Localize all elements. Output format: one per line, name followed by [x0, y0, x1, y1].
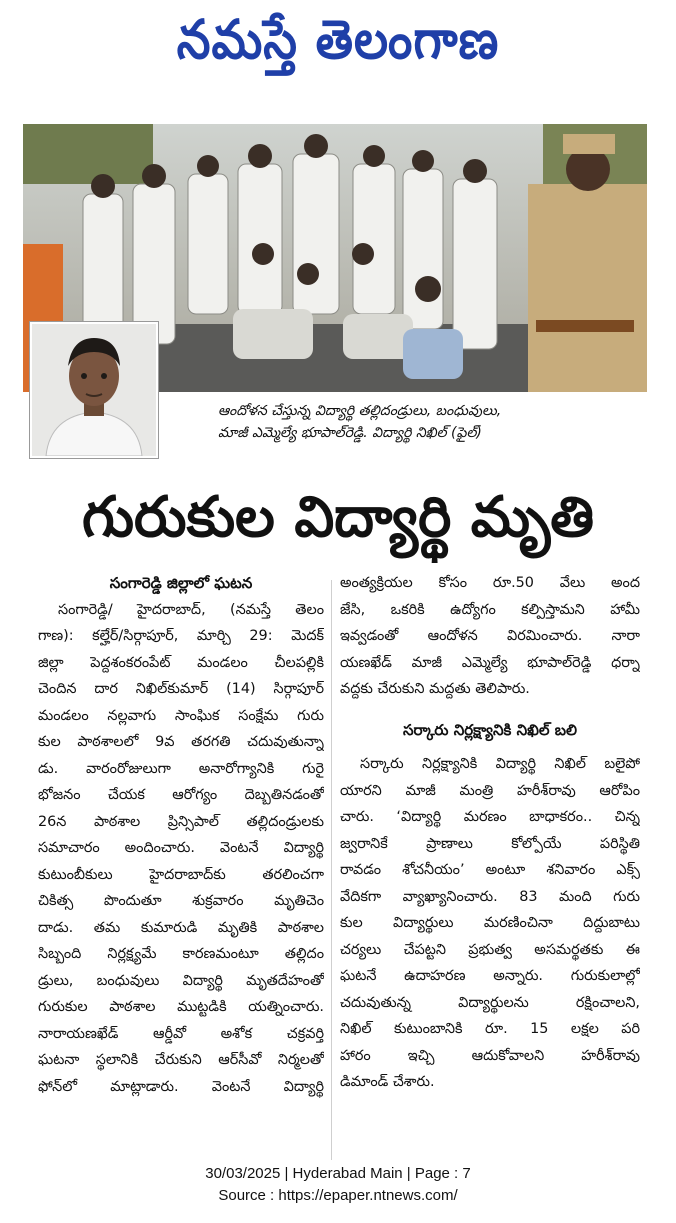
text-line: 26న పాఠశాల ప్రిన్సిపాల్ తల్లిదండ్రులకు	[38, 813, 324, 830]
caption-line: మాజీ ఎమ్మెల్యే భూపాల్‌రెడ్డి. విద్యార్థి నిఖిల్ (ఫైల్)	[218, 425, 482, 441]
caption-line: ఆందోళన చేస్తున్న విద్యార్థి తల్లిదండ్రులు, బంధువులు,	[218, 403, 502, 419]
text-line: చదువుతున్న విద్యార్థులను రక్షించాలని,	[340, 994, 640, 1011]
text-line: సిబ్బంది నిర్లక్ష్యమే కారణమంటూ తల్లిదం	[38, 946, 324, 962]
text-line: దాడు. తమ కుమారుడి మృతికి పాఠశాల	[38, 919, 324, 936]
text-line: ఇవ్వడంతో ఆందోళన విరమించారు. నారా	[340, 628, 640, 644]
text-line: జేసి, ఒకరికి ఉద్యోగం కల్పిస్తామని హామీ	[340, 601, 640, 618]
photo-caption	[218, 400, 648, 444]
text-line: భోజనం చేయక ఆరోగ్యం దెబ్బతినడంతో	[38, 787, 324, 803]
text-line: గురుకుల పాఠశాల ముట్టడికి యత్నించారు.	[38, 999, 324, 1015]
text-line: చర్యలు చేపట్టని ప్రభుత్వ అసమర్థతకు ఈ	[340, 941, 640, 958]
text-line: డిమాండ్ చేశారు.	[340, 1074, 435, 1090]
text-line: అంత్యక్రియల కోసం రూ.50 వేలు అంద	[340, 575, 640, 591]
text-line: వేదికగా వ్యాఖ్యానించారు. 83 మంది గురు	[340, 888, 640, 905]
headline: గురుకుల విద్యార్థి మృతి	[81, 485, 595, 550]
text-line: వద్దకు చేరుకుని మద్దతు తెలిపారు.	[340, 681, 530, 697]
text-line: సంగారెడ్డి/ హైదరాబాద్, (నమస్తే తెలం	[58, 601, 324, 618]
text-line: జ్వరానికే ప్రాణాలు కోల్పోయే పరిస్థితి	[340, 835, 640, 852]
section-subhead: సంగారెడ్డి జిల్లాలో ఘటన	[109, 574, 253, 592]
text-line: ఫోన్‌లో మాట్లాడారు. వెంటనే విద్యార్థి	[38, 1078, 324, 1095]
edition-info: 30/03/2025 | Hyderabad Main | Page : 7	[205, 1165, 471, 1182]
text-line: ఘటనే ఉదాహరణ అన్నారు. గురుకులాల్లో	[340, 968, 640, 984]
text-line: మండలం నల్లవాగు సాంఘిక సంక్షేమ గురు	[38, 707, 324, 724]
text-line: యణఖేడ్ మాజీ ఎమ్మెల్యే భూపాల్‌రెడ్డి ధర్నా	[340, 654, 640, 671]
text-line: యారని మాజీ మంత్రి హరీశ్‌రావు ఆరోపిం	[340, 782, 640, 799]
text-line: డు. వారంరోజులుగా అనారోగ్యానికి గురై	[38, 760, 324, 777]
student-portrait	[30, 322, 158, 458]
text-line: సమాచారం అందించారు. వెంటనే విద్యార్థి	[38, 840, 324, 856]
text-line: చారు. ‘విద్యార్థి మరణం బాధాకరం.. చిన్న	[340, 809, 640, 825]
newspaper-title: నమస్తే తెలంగాణ	[176, 8, 500, 72]
text-line: గాణ): కల్హేర్/సిర్గాపూర్, మార్చి 29: మెదక్	[38, 628, 324, 644]
source-label: Source :	[218, 1187, 279, 1204]
text-line: రావడం శోచనీయం’ అంటూ శనివారం ఎక్స్	[340, 862, 640, 878]
text-line: ఘటనా స్థలానికి చేరుకుని ఆర్‌సీవో నిర్మలతో	[38, 1052, 324, 1068]
footer	[0, 1163, 676, 1207]
text-line: హారం ఇచ్చి ఆదుకోవాలని హరీశ్‌రావు	[340, 1047, 640, 1064]
text-line: నారాయణఖేడ్ ఆర్డీవో అశోక చక్రవర్తి	[38, 1025, 324, 1042]
text-line: కుల విద్యార్థులు మరణించినా దిద్దుబాటు	[340, 915, 640, 931]
text-line: కుటుంబీకులు హైదరాబాద్‌కు తరలించగా	[38, 866, 324, 883]
section-subhead: సర్కారు నిర్లక్ష్యానికి నిఖిల్ బలి	[403, 720, 577, 739]
source-link[interactable]: https://epaper.ntnews.com/	[278, 1187, 458, 1204]
article-left-column	[38, 570, 324, 1100]
text-line: జిల్లా పెద్దశంకరంపేట్ మండలం చీలపల్లికి	[38, 654, 324, 671]
source-line	[0, 1185, 676, 1207]
text-line: చికిత్స పొందుతూ శుక్రవారం మృతిచెం	[38, 893, 324, 909]
text-line: నిఖిల్ కుటుంబానికి రూ. 15 లక్షల పరి	[340, 1021, 640, 1037]
text-line: కుల పాఠశాలలో 9వ తరగతి చదువుతున్నా	[38, 734, 324, 750]
column-divider	[331, 580, 332, 1160]
masthead	[0, 6, 676, 74]
text-line: సర్కారు నిర్లక్ష్యానికి విద్యార్థి నిఖిల్ బలైపో	[360, 756, 640, 772]
article-right-column	[340, 570, 640, 1096]
text-line: చెందిన దార నిఖిల్‌కుమార్ (14) సిర్గాపూర్	[38, 681, 324, 697]
text-line: డ్రులు, బంధువులు విద్యార్థి మృతదేహంతో	[38, 972, 324, 989]
